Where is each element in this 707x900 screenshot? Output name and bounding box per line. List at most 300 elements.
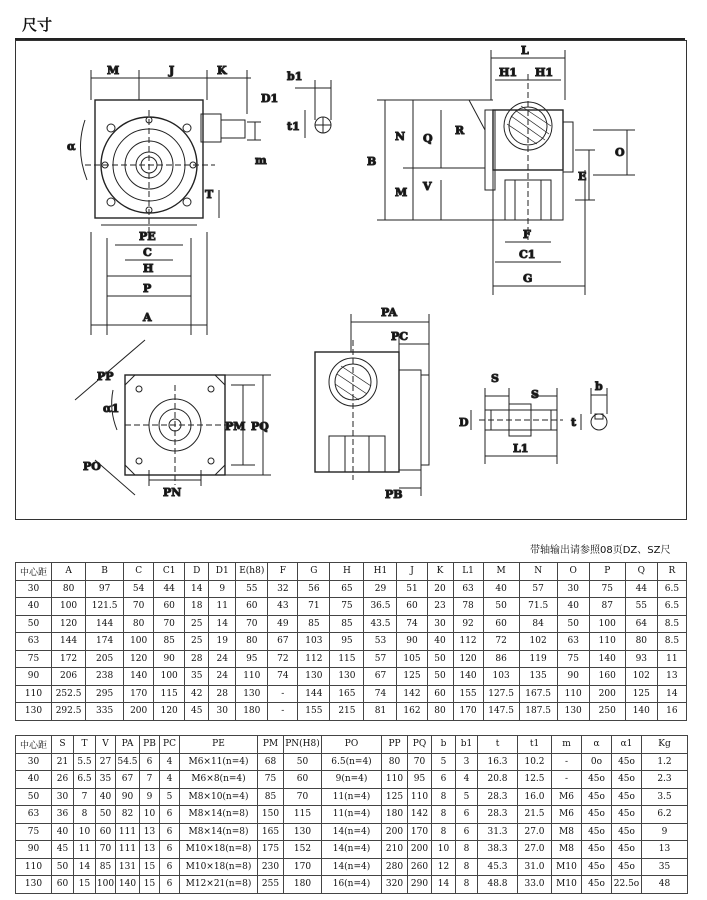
column-header: b [432, 736, 456, 754]
table-cell: 165 [258, 823, 284, 841]
column-header: b1 [456, 736, 478, 754]
table-cell: 36.5 [364, 598, 397, 616]
table-cell: 24 [209, 668, 236, 686]
table-cell: 170 [124, 685, 154, 703]
table-cell: 16 [657, 703, 686, 721]
table-cell: 45o [612, 858, 642, 876]
table-cell: 50 [52, 858, 74, 876]
table-cell: 70 [284, 788, 322, 806]
table-cell: 9 [209, 580, 236, 598]
table-row [16, 788, 688, 806]
column-header: Q [625, 563, 657, 581]
table-cell: 120 [124, 650, 154, 668]
table-cell: 51 [397, 580, 427, 598]
table-cell: 102 [519, 633, 557, 651]
table-cell: 85 [330, 615, 364, 633]
table-cell: 50 [16, 788, 52, 806]
column-header: Kg [642, 736, 688, 754]
table-cell: 57 [364, 650, 397, 668]
table-cell: 45o [582, 806, 612, 824]
table-cell: 67 [268, 633, 298, 651]
dim-H: H [143, 262, 154, 275]
table-cell: 30 [557, 580, 589, 598]
table-cell: 40 [427, 633, 453, 651]
column-header: t1 [518, 736, 552, 754]
table-cell: 252.5 [52, 685, 86, 703]
table-cell: 105 [397, 650, 427, 668]
table-cell: 15 [140, 858, 160, 876]
dim-t: t [571, 416, 577, 429]
flange-view [75, 340, 271, 495]
table-cell: 10 [74, 823, 96, 841]
table-cell: 110 [408, 788, 432, 806]
table-cell: 80 [427, 703, 453, 721]
table-cell: 42 [185, 685, 209, 703]
table-cell: 16.0 [518, 788, 552, 806]
dim-M: M [107, 64, 120, 77]
dim-b: b [595, 380, 603, 393]
dim-alpha: α [67, 140, 76, 153]
table-cell: 6 [160, 858, 180, 876]
table-cell: 27 [96, 753, 116, 771]
table-cell: 48 [642, 876, 688, 894]
table-row [16, 615, 687, 633]
dim-H1-right: H1 [535, 66, 554, 79]
table-cell: - [268, 685, 298, 703]
page-title: 尺寸 [22, 16, 53, 34]
column-header: PE [180, 736, 258, 754]
column-header: B [86, 563, 124, 581]
dim-D: D [459, 416, 469, 429]
table-cell: 45o [582, 771, 612, 789]
table-cell: 140 [453, 668, 483, 686]
column-header: H [330, 563, 364, 581]
column-header: C [124, 563, 154, 581]
table-cell: 45o [612, 771, 642, 789]
table-cell: 11(n=4) [322, 788, 382, 806]
table-cell: 30 [209, 703, 236, 721]
dim-PA: PA [381, 306, 398, 319]
dim-N: N [395, 130, 406, 143]
table-cell: 80 [52, 580, 86, 598]
table-cell: 67 [116, 771, 140, 789]
dim-F: F [523, 228, 531, 241]
table-cell: 205 [86, 650, 124, 668]
table-cell: 95 [408, 771, 432, 789]
table-cell: 8.5 [657, 633, 686, 651]
table-cell: 32 [268, 580, 298, 598]
table-cell: M8×14(n=8) [180, 806, 258, 824]
column-header: D1 [209, 563, 236, 581]
table-cell: 10 [432, 841, 456, 859]
dim-T: T [205, 188, 214, 201]
table-cell: 28.3 [478, 806, 518, 824]
table-cell: 103 [298, 633, 330, 651]
column-header: S [52, 736, 74, 754]
column-header: α1 [612, 736, 642, 754]
table-cell: 14 [432, 876, 456, 894]
dim-D1: D1 [261, 92, 279, 105]
table-cell: 8 [432, 823, 456, 841]
dim-G: G [523, 272, 533, 285]
table-row [16, 841, 688, 859]
table-cell: 230 [258, 858, 284, 876]
table-cell: 78 [453, 598, 483, 616]
table-cell: 49 [268, 615, 298, 633]
table-cell: 45o [582, 823, 612, 841]
table-cell: 33.0 [518, 876, 552, 894]
table-cell: 5 [432, 753, 456, 771]
table-cell: 45o [582, 876, 612, 894]
table-cell: 6 [140, 753, 160, 771]
table-cell: 45o [582, 841, 612, 859]
flange-side-view [315, 314, 429, 496]
table-cell: 35 [96, 771, 116, 789]
table-cell: 21.5 [518, 806, 552, 824]
table-cell: 100 [52, 598, 86, 616]
table-cell: 8 [456, 858, 478, 876]
table-cell: 121.5 [86, 598, 124, 616]
table-cell: 86 [483, 650, 519, 668]
table-cell: 135 [519, 668, 557, 686]
table-cell: 75 [589, 580, 625, 598]
table-cell: 8 [456, 876, 478, 894]
table-cell: 255 [258, 876, 284, 894]
table-cell: 90 [116, 788, 140, 806]
table-cell: 21 [52, 753, 74, 771]
column-header: N [519, 563, 557, 581]
table-cell: 5 [456, 788, 478, 806]
table-cell: 38.3 [478, 841, 518, 859]
table-cell: 180 [284, 876, 322, 894]
table-cell: 200 [124, 703, 154, 721]
table-cell: 215 [330, 703, 364, 721]
table-cell: 102 [625, 668, 657, 686]
table-cell: 15 [140, 876, 160, 894]
front-view [80, 70, 261, 335]
table-cell: 147.5 [483, 703, 519, 721]
table-cell: 7 [140, 771, 160, 789]
table-cell: 97 [86, 580, 124, 598]
table-cell: 15 [74, 876, 96, 894]
table-cell: M8×10(n=4) [180, 788, 258, 806]
column-header: PA [116, 736, 140, 754]
table-cell: 152 [284, 841, 322, 859]
table-cell: 19 [209, 633, 236, 651]
table-cell: 110 [16, 858, 52, 876]
table-cell: - [268, 703, 298, 721]
table-cell: 6.2 [642, 806, 688, 824]
table-cell: 180 [382, 806, 408, 824]
dim-A: A [143, 311, 152, 324]
dim-E: E [578, 170, 587, 183]
table-cell: 43 [268, 598, 298, 616]
table-row [16, 771, 688, 789]
table-cell: 60 [236, 598, 268, 616]
table-cell: 40 [16, 771, 52, 789]
table-cell: M8×14(n=8) [180, 823, 258, 841]
table-cell: 90 [16, 668, 52, 686]
table-cell: 18 [185, 598, 209, 616]
column-header: F [268, 563, 298, 581]
column-header: C1 [154, 563, 185, 581]
table-cell: 140 [625, 703, 657, 721]
table-cell: 170 [408, 823, 432, 841]
table-cell: M8 [552, 841, 582, 859]
table-cell: 85 [298, 615, 330, 633]
table-cell: 63 [557, 633, 589, 651]
column-header: α [582, 736, 612, 754]
table-cell: 140 [589, 650, 625, 668]
table-cell: 43.5 [364, 615, 397, 633]
table-cell: 75 [16, 650, 52, 668]
table-cell: 74 [397, 615, 427, 633]
table-cell: 74 [364, 685, 397, 703]
table-cell: 12.5 [518, 771, 552, 789]
table-cell: 31.0 [518, 858, 552, 876]
table-cell: 48.8 [478, 876, 518, 894]
table-cell: 2.3 [642, 771, 688, 789]
table-cell: 11 [657, 650, 686, 668]
dim-S-left: S [491, 372, 499, 385]
table-cell: 1.2 [642, 753, 688, 771]
table-cell: 295 [86, 685, 124, 703]
table-cell: 75 [258, 771, 284, 789]
table-cell: 260 [408, 858, 432, 876]
column-header: 中心距 [16, 736, 52, 754]
table-cell: 200 [408, 841, 432, 859]
column-header: PC [160, 736, 180, 754]
dim-PC: PC [391, 330, 409, 343]
table-cell: 120 [453, 650, 483, 668]
table-row [16, 650, 687, 668]
table-cell: 155 [453, 685, 483, 703]
table-cell: 74 [268, 668, 298, 686]
table-cell: M8 [552, 823, 582, 841]
table-cell: 125 [382, 788, 408, 806]
table-cell: 119 [519, 650, 557, 668]
table-cell: 45o [612, 753, 642, 771]
table-cell: 68 [258, 753, 284, 771]
table-cell: 172 [52, 650, 86, 668]
table-cell: 14(n=4) [322, 823, 382, 841]
dim-S-right: S [531, 388, 539, 401]
table-cell: 50 [96, 806, 116, 824]
column-header: G [298, 563, 330, 581]
table-cell: 14(n=4) [322, 841, 382, 859]
dim-V: V [423, 180, 432, 193]
table-cell: 45o [612, 788, 642, 806]
table-cell: 31.3 [478, 823, 518, 841]
table-cell: 6 [456, 823, 478, 841]
table-cell: 13 [657, 668, 686, 686]
table-cell: 130 [557, 703, 589, 721]
table-cell: 100 [124, 633, 154, 651]
dim-P: P [143, 282, 152, 295]
dim-J: J [169, 64, 175, 77]
table-cell: 92 [453, 615, 483, 633]
table-cell: 22.5o [612, 876, 642, 894]
table-cell: 28 [209, 685, 236, 703]
table-cell: 20.8 [478, 771, 518, 789]
table-cell: M6×8(n=4) [180, 771, 258, 789]
dimension-table-1 [15, 562, 687, 721]
table1-header-row [16, 563, 687, 581]
dim-PN: PN [163, 486, 182, 499]
table-cell: 206 [52, 668, 86, 686]
table-cell: 127.5 [483, 685, 519, 703]
column-header: H1 [364, 563, 397, 581]
table-cell: 30 [52, 788, 74, 806]
table-cell: 55 [625, 598, 657, 616]
table-cell: 24 [209, 650, 236, 668]
table-cell: 6 [160, 876, 180, 894]
table-cell: M10 [552, 876, 582, 894]
table-cell: 130 [16, 876, 52, 894]
column-header: PN(H8) [284, 736, 322, 754]
table-cell: 110 [236, 668, 268, 686]
table-row [16, 753, 688, 771]
table-cell: 290 [408, 876, 432, 894]
table-row [16, 598, 687, 616]
table-cell: 14(n=4) [322, 858, 382, 876]
table-cell: 50 [427, 650, 453, 668]
table-cell: 13 [642, 841, 688, 859]
table-cell: 70 [154, 615, 185, 633]
column-header: O [557, 563, 589, 581]
table-cell: 56 [298, 580, 330, 598]
table-cell: 144 [52, 633, 86, 651]
table-cell: 90 [16, 841, 52, 859]
table-cell: M10×18(n=8) [180, 841, 258, 859]
table-cell: 200 [382, 823, 408, 841]
table-cell: 80 [625, 633, 657, 651]
table-cell: 9 [642, 823, 688, 841]
table-row [16, 703, 687, 721]
table-cell: 125 [625, 685, 657, 703]
table-cell: 85 [96, 858, 116, 876]
table-cell: 45.3 [478, 858, 518, 876]
column-header: t [478, 736, 518, 754]
table-cell: 63 [16, 633, 52, 651]
table-cell: 6.5(n=4) [322, 753, 382, 771]
table-cell: 4 [160, 753, 180, 771]
table-cell: 100 [154, 668, 185, 686]
table2-header-row [16, 736, 688, 754]
table-cell: 93 [625, 650, 657, 668]
table-cell: 155 [298, 703, 330, 721]
table-cell: M6 [552, 806, 582, 824]
column-header: J [397, 563, 427, 581]
table-cell: 8.5 [657, 615, 686, 633]
table-cell: 125 [397, 668, 427, 686]
table-cell: 63 [16, 806, 52, 824]
table-cell: 103 [483, 668, 519, 686]
table-cell: 90 [154, 650, 185, 668]
table-cell: 150 [258, 806, 284, 824]
table-cell: 6 [160, 806, 180, 824]
table-cell: 6.5 [657, 580, 686, 598]
table-row [16, 823, 688, 841]
table-cell: 170 [284, 858, 322, 876]
column-header: D [185, 563, 209, 581]
table-cell: 335 [86, 703, 124, 721]
table-cell: 9 [140, 788, 160, 806]
shaft-view [471, 388, 607, 464]
table-cell: 14 [657, 685, 686, 703]
table-cell: 144 [298, 685, 330, 703]
dim-PB: PB [385, 488, 403, 501]
column-header: A [52, 563, 86, 581]
table-cell: 80 [124, 615, 154, 633]
table-cell: 115 [330, 650, 364, 668]
dim-C: C [143, 246, 152, 259]
table-cell: 40 [96, 788, 116, 806]
table-cell: 4 [456, 771, 478, 789]
table-cell: 180 [236, 703, 268, 721]
table-cell: 60 [96, 823, 116, 841]
table-cell: 53 [364, 633, 397, 651]
table-row [16, 633, 687, 651]
table-cell: 60 [427, 685, 453, 703]
table-cell: 174 [86, 633, 124, 651]
table-cell: 0o [582, 753, 612, 771]
table-cell: 160 [589, 668, 625, 686]
table-cell: 175 [258, 841, 284, 859]
table-cell: - [552, 771, 582, 789]
table-cell: 25 [185, 615, 209, 633]
table-cell: 54.5 [116, 753, 140, 771]
dim-B: B [367, 155, 377, 168]
table-cell: 110 [589, 633, 625, 651]
table-cell: 280 [382, 858, 408, 876]
table-cell: 54 [124, 580, 154, 598]
dim-alpha1: α1 [103, 402, 120, 415]
table-cell: 111 [116, 823, 140, 841]
table-cell: 12 [432, 858, 456, 876]
table-row [16, 685, 687, 703]
table-cell: 45o [612, 823, 642, 841]
table-cell: 120 [52, 615, 86, 633]
table-cell: 11 [209, 598, 236, 616]
table-row [16, 580, 687, 598]
table-cell: 110 [557, 685, 589, 703]
table-cell: 57 [519, 580, 557, 598]
table-cell: 45o [582, 858, 612, 876]
table-cell: 82 [116, 806, 140, 824]
table-cell: 70 [408, 753, 432, 771]
table-cell: 250 [589, 703, 625, 721]
table-cell: 6 [456, 806, 478, 824]
table-cell: 6.5 [74, 771, 96, 789]
table-cell: M6 [552, 788, 582, 806]
dim-L1: L1 [513, 442, 529, 455]
table-cell: 8 [74, 806, 96, 824]
dim-K: K [217, 64, 227, 77]
column-header: K [427, 563, 453, 581]
column-header: 中心距 [16, 563, 52, 581]
column-header: m [552, 736, 582, 754]
table-cell: - [552, 753, 582, 771]
dim-m: m [255, 154, 267, 167]
table-cell: 30 [427, 615, 453, 633]
column-header: PQ [408, 736, 432, 754]
table-cell: 7 [74, 788, 96, 806]
table-cell: 115 [154, 685, 185, 703]
table-cell: 130 [236, 685, 268, 703]
table-cell: 45o [612, 806, 642, 824]
table-cell: 95 [330, 633, 364, 651]
